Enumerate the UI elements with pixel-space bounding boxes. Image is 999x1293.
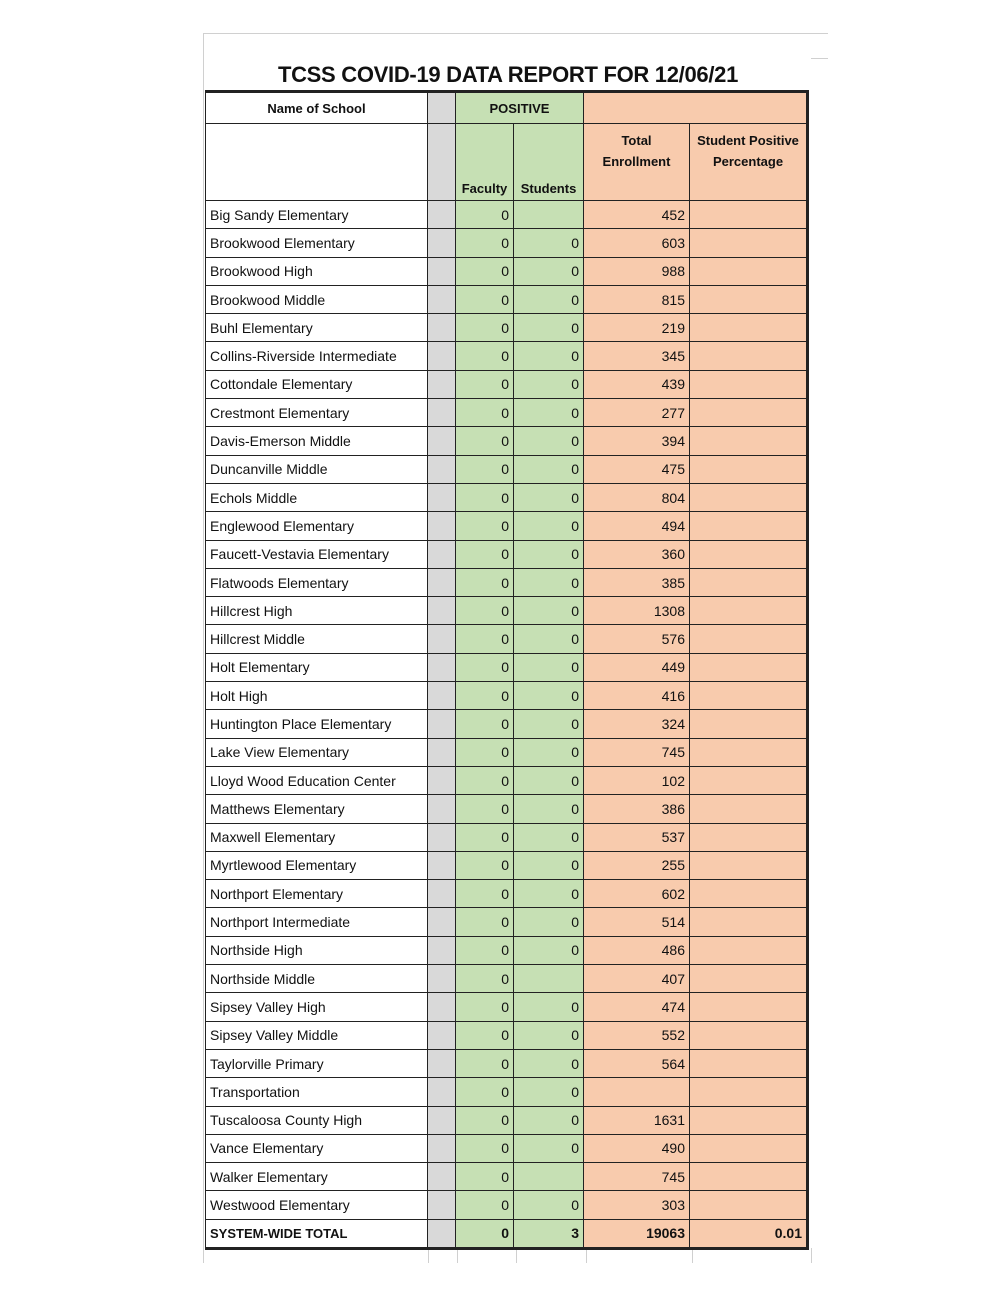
faculty-positive: 0	[456, 314, 514, 342]
student-positive-percentage	[690, 568, 808, 596]
school-name: Sipsey Valley High	[206, 993, 428, 1021]
spacer-cell	[428, 124, 456, 201]
faculty-positive: 0	[456, 936, 514, 964]
table-row	[206, 1191, 808, 1219]
school-name: Vance Elementary	[206, 1134, 428, 1162]
total-enrollment: 407	[584, 965, 690, 993]
student-positive-percentage	[690, 342, 808, 370]
faculty-positive: 0	[456, 1134, 514, 1162]
spacer-cell	[428, 625, 456, 653]
students-positive: 0	[514, 540, 584, 568]
students-positive: 0	[514, 1106, 584, 1134]
spacer-cell	[428, 285, 456, 313]
table-row	[206, 1049, 808, 1077]
school-name: Duncanville Middle	[206, 455, 428, 483]
total-enrollment: 602	[584, 880, 690, 908]
table-row	[206, 795, 808, 823]
faculty-positive: 0	[456, 653, 514, 681]
table-row	[206, 1163, 808, 1191]
student-positive-percentage	[690, 993, 808, 1021]
student-positive-percentage	[690, 1134, 808, 1162]
students-positive: 0	[514, 427, 584, 455]
faculty-positive: 0	[456, 201, 514, 229]
student-positive-percentage	[690, 1021, 808, 1049]
total-enrollment	[584, 1078, 690, 1106]
students-positive: 0	[514, 625, 584, 653]
table-row	[206, 370, 808, 398]
faculty-positive: 0	[456, 229, 514, 257]
spacer-cell	[428, 908, 456, 936]
spacer-cell	[428, 1106, 456, 1134]
faculty-positive: 0	[456, 795, 514, 823]
table-row	[206, 483, 808, 511]
total-enrollment: 345	[584, 342, 690, 370]
students-positive: 0	[514, 1191, 584, 1219]
table-row	[206, 823, 808, 851]
header-blank	[206, 124, 428, 201]
school-name: Walker Elementary	[206, 1163, 428, 1191]
total-enrollment: 474	[584, 993, 690, 1021]
total-enrollment: 514	[584, 908, 690, 936]
students-positive: 0	[514, 455, 584, 483]
sheet-gridline	[811, 1248, 812, 1263]
table-row	[206, 597, 808, 625]
total-enrollment: 303	[584, 1191, 690, 1219]
spacer-cell	[428, 1191, 456, 1219]
spacer-cell	[428, 1078, 456, 1106]
table-row	[206, 710, 808, 738]
table-row	[206, 908, 808, 936]
total-enrollment: 564	[584, 1049, 690, 1077]
sheet-gridline	[692, 1248, 693, 1263]
faculty-positive: 0	[456, 1191, 514, 1219]
spacer-cell	[428, 1134, 456, 1162]
table-row	[206, 851, 808, 879]
faculty-positive: 0	[456, 257, 514, 285]
school-name: Myrtlewood Elementary	[206, 851, 428, 879]
students-positive: 0	[514, 710, 584, 738]
student-positive-percentage	[690, 597, 808, 625]
student-positive-percentage	[690, 1078, 808, 1106]
faculty-positive: 0	[456, 993, 514, 1021]
students-positive: 0	[514, 399, 584, 427]
total-student-positive-percentage: 0.01	[690, 1219, 808, 1248]
spacer-cell	[428, 653, 456, 681]
table-row	[206, 965, 808, 993]
school-name: Hillcrest High	[206, 597, 428, 625]
students-positive: 0	[514, 880, 584, 908]
total-enrollment: 394	[584, 427, 690, 455]
table-row	[206, 568, 808, 596]
student-positive-percentage	[690, 229, 808, 257]
students-positive: 0	[514, 738, 584, 766]
table-row	[206, 682, 808, 710]
sheet-gridline	[203, 33, 828, 34]
spacer-cell	[428, 229, 456, 257]
school-name: Northport Elementary	[206, 880, 428, 908]
spacer-cell	[428, 92, 456, 124]
header-row-2	[206, 124, 808, 201]
header-students: Students	[514, 124, 584, 201]
faculty-positive: 0	[456, 908, 514, 936]
school-name: Hillcrest Middle	[206, 625, 428, 653]
school-name: Northside High	[206, 936, 428, 964]
table-row	[206, 1021, 808, 1049]
faculty-positive: 0	[456, 682, 514, 710]
school-name: Matthews Elementary	[206, 795, 428, 823]
school-name: Cottondale Elementary	[206, 370, 428, 398]
faculty-positive: 0	[456, 1078, 514, 1106]
school-name: Westwood Elementary	[206, 1191, 428, 1219]
students-positive	[514, 965, 584, 993]
spacer-cell	[428, 597, 456, 625]
report-title: TCSS COVID-19 DATA REPORT FOR 12/06/21	[277, 62, 739, 87]
total-enrollment: 494	[584, 512, 690, 540]
covid-data-table	[205, 90, 809, 1250]
faculty-positive: 0	[456, 512, 514, 540]
students-positive: 0	[514, 314, 584, 342]
school-name: Buhl Elementary	[206, 314, 428, 342]
student-positive-percentage	[690, 455, 808, 483]
school-name: Davis-Emerson Middle	[206, 427, 428, 455]
spacer-cell	[428, 427, 456, 455]
faculty-positive: 0	[456, 342, 514, 370]
students-positive: 0	[514, 483, 584, 511]
table-row	[206, 342, 808, 370]
students-positive: 0	[514, 1021, 584, 1049]
students-positive: 0	[514, 285, 584, 313]
students-positive: 0	[514, 568, 584, 596]
students-positive: 0	[514, 257, 584, 285]
total-enrollment: 537	[584, 823, 690, 851]
student-positive-percentage	[690, 512, 808, 540]
student-positive-percentage	[690, 653, 808, 681]
student-positive-percentage	[690, 285, 808, 313]
students-positive: 0	[514, 1049, 584, 1077]
school-name: Tuscaloosa County High	[206, 1106, 428, 1134]
header-name-of-school: Name of School	[206, 92, 428, 124]
faculty-positive: 0	[456, 738, 514, 766]
table-row	[206, 399, 808, 427]
student-positive-percentage	[690, 201, 808, 229]
faculty-positive: 0	[456, 625, 514, 653]
total-enrollment: 219	[584, 314, 690, 342]
students-positive: 0	[514, 512, 584, 540]
spacer-cell	[428, 682, 456, 710]
school-name: Faucett-Vestavia Elementary	[206, 540, 428, 568]
header-student-positive-percentage: Student Positive Percentage	[690, 124, 808, 201]
table-row	[206, 540, 808, 568]
table-row	[206, 880, 808, 908]
students-positive: 0	[514, 342, 584, 370]
student-positive-percentage	[690, 257, 808, 285]
total-enrollment: 439	[584, 370, 690, 398]
school-name: Big Sandy Elementary	[206, 201, 428, 229]
header-positive: POSITIVE	[456, 92, 584, 124]
school-name: Taylorville Primary	[206, 1049, 428, 1077]
table-row	[206, 512, 808, 540]
table-row	[206, 738, 808, 766]
students-positive	[514, 1163, 584, 1191]
spacer-cell	[428, 766, 456, 794]
total-enrollment: 603	[584, 229, 690, 257]
student-positive-percentage	[690, 1191, 808, 1219]
total-students-positive: 3	[514, 1219, 584, 1248]
table-row	[206, 1078, 808, 1106]
total-enrollment: 1631	[584, 1106, 690, 1134]
school-name: Sipsey Valley Middle	[206, 1021, 428, 1049]
spacer-cell	[428, 540, 456, 568]
student-positive-percentage	[690, 399, 808, 427]
student-positive-percentage	[690, 1106, 808, 1134]
faculty-positive: 0	[456, 483, 514, 511]
spacer-cell	[428, 1049, 456, 1077]
spacer-cell	[428, 710, 456, 738]
faculty-positive: 0	[456, 568, 514, 596]
table-row	[206, 1134, 808, 1162]
table-row	[206, 653, 808, 681]
student-positive-percentage	[690, 738, 808, 766]
spacer-cell	[428, 993, 456, 1021]
faculty-positive: 0	[456, 455, 514, 483]
student-positive-percentage	[690, 427, 808, 455]
faculty-positive: 0	[456, 766, 514, 794]
spacer-cell	[428, 795, 456, 823]
school-name: Lake View Elementary	[206, 738, 428, 766]
total-enrollment: 449	[584, 653, 690, 681]
students-positive: 0	[514, 993, 584, 1021]
school-name: Echols Middle	[206, 483, 428, 511]
student-positive-percentage	[690, 1163, 808, 1191]
table-row	[206, 936, 808, 964]
total-label: SYSTEM-WIDE TOTAL	[206, 1219, 428, 1248]
faculty-positive: 0	[456, 1106, 514, 1134]
school-name: Northport Intermediate	[206, 908, 428, 936]
school-name: Transportation	[206, 1078, 428, 1106]
spacer-cell	[428, 257, 456, 285]
spacer-cell	[428, 936, 456, 964]
total-enrollment: 988	[584, 257, 690, 285]
table-row	[206, 201, 808, 229]
spacer-cell	[428, 314, 456, 342]
table-row	[206, 427, 808, 455]
total-enrollment: 102	[584, 766, 690, 794]
student-positive-percentage	[690, 766, 808, 794]
total-enrollment: 490	[584, 1134, 690, 1162]
school-name: Brookwood Elementary	[206, 229, 428, 257]
header-total-enrollment: Total Enrollment	[584, 124, 690, 201]
total-enrollment: 324	[584, 710, 690, 738]
sheet-gridline	[203, 33, 204, 1263]
students-positive: 0	[514, 908, 584, 936]
school-name: Brookwood Middle	[206, 285, 428, 313]
spacer-cell	[428, 568, 456, 596]
student-positive-percentage	[690, 483, 808, 511]
total-enrollment: 804	[584, 483, 690, 511]
spacer-cell	[428, 483, 456, 511]
total-enrollment: 255	[584, 851, 690, 879]
spacer-cell	[428, 738, 456, 766]
spacer-cell	[428, 1021, 456, 1049]
table-row	[206, 455, 808, 483]
faculty-positive: 0	[456, 597, 514, 625]
students-positive: 0	[514, 653, 584, 681]
spacer-cell	[428, 370, 456, 398]
student-positive-percentage	[690, 936, 808, 964]
total-enrollment: 386	[584, 795, 690, 823]
total-enrollment: 416	[584, 682, 690, 710]
school-name: Maxwell Elementary	[206, 823, 428, 851]
student-positive-percentage	[690, 710, 808, 738]
faculty-positive: 0	[456, 710, 514, 738]
total-row	[206, 1219, 808, 1248]
total-enrollment: 486	[584, 936, 690, 964]
students-positive: 0	[514, 229, 584, 257]
total-enrollment: 576	[584, 625, 690, 653]
total-enrollment: 475	[584, 455, 690, 483]
student-positive-percentage	[690, 795, 808, 823]
student-positive-percentage	[690, 1049, 808, 1077]
header-enrollment-group	[584, 92, 808, 124]
spacer-cell	[428, 965, 456, 993]
total-enrollment: 385	[584, 568, 690, 596]
spacer-cell	[428, 201, 456, 229]
spacer-cell	[428, 1163, 456, 1191]
header-row-1	[206, 92, 808, 124]
students-positive: 0	[514, 1134, 584, 1162]
spacer-cell	[428, 455, 456, 483]
table-row	[206, 625, 808, 653]
school-name: Lloyd Wood Education Center	[206, 766, 428, 794]
spacer-cell	[428, 851, 456, 879]
faculty-positive: 0	[456, 1163, 514, 1191]
faculty-positive: 0	[456, 399, 514, 427]
total-enrollment: 552	[584, 1021, 690, 1049]
school-name: Huntington Place Elementary	[206, 710, 428, 738]
total-enrollment: 815	[584, 285, 690, 313]
sheet-gridline	[516, 1248, 517, 1263]
faculty-positive: 0	[456, 1049, 514, 1077]
students-positive: 0	[514, 370, 584, 398]
school-name: Holt High	[206, 682, 428, 710]
total-enrollment: 1308	[584, 597, 690, 625]
school-name: Flatwoods Elementary	[206, 568, 428, 596]
table-row	[206, 1106, 808, 1134]
faculty-positive: 0	[456, 370, 514, 398]
school-name: Crestmont Elementary	[206, 399, 428, 427]
students-positive: 0	[514, 823, 584, 851]
total-enrollment: 745	[584, 738, 690, 766]
spacer-cell	[428, 823, 456, 851]
table-row	[206, 766, 808, 794]
school-name: Northside Middle	[206, 965, 428, 993]
student-positive-percentage	[690, 625, 808, 653]
total-enrollment: 745	[584, 1163, 690, 1191]
faculty-positive: 0	[456, 427, 514, 455]
student-positive-percentage	[690, 908, 808, 936]
table-row	[206, 314, 808, 342]
faculty-positive: 0	[456, 965, 514, 993]
student-positive-percentage	[690, 965, 808, 993]
faculty-positive: 0	[456, 540, 514, 568]
students-positive: 0	[514, 851, 584, 879]
school-name: Englewood Elementary	[206, 512, 428, 540]
total-enrollment-sum: 19063	[584, 1219, 690, 1248]
sheet-gridline	[811, 58, 828, 59]
faculty-positive: 0	[456, 823, 514, 851]
table-row	[206, 257, 808, 285]
students-positive: 0	[514, 795, 584, 823]
total-enrollment: 277	[584, 399, 690, 427]
student-positive-percentage	[690, 682, 808, 710]
faculty-positive: 0	[456, 1021, 514, 1049]
students-positive: 0	[514, 682, 584, 710]
table-row	[206, 229, 808, 257]
school-name: Collins-Riverside Intermediate	[206, 342, 428, 370]
students-positive	[514, 201, 584, 229]
student-positive-percentage	[690, 880, 808, 908]
students-positive: 0	[514, 597, 584, 625]
spacer-cell	[428, 399, 456, 427]
spacer-cell	[428, 342, 456, 370]
sheet-gridline	[457, 1248, 458, 1263]
student-positive-percentage	[690, 540, 808, 568]
header-faculty: Faculty	[456, 124, 514, 201]
sheet-gridline	[428, 1248, 429, 1263]
students-positive: 0	[514, 1078, 584, 1106]
faculty-positive: 0	[456, 851, 514, 879]
students-positive: 0	[514, 936, 584, 964]
spacer-cell	[428, 1219, 456, 1248]
spacer-cell	[428, 512, 456, 540]
spacer-cell	[428, 880, 456, 908]
table-row	[206, 285, 808, 313]
sheet-gridline	[586, 1248, 587, 1263]
student-positive-percentage	[690, 314, 808, 342]
table-row	[206, 993, 808, 1021]
school-name: Holt Elementary	[206, 653, 428, 681]
students-positive: 0	[514, 766, 584, 794]
total-faculty-positive: 0	[456, 1219, 514, 1248]
student-positive-percentage	[690, 851, 808, 879]
faculty-positive: 0	[456, 880, 514, 908]
school-name: Brookwood High	[206, 257, 428, 285]
student-positive-percentage	[690, 370, 808, 398]
total-enrollment: 452	[584, 201, 690, 229]
total-enrollment: 360	[584, 540, 690, 568]
faculty-positive: 0	[456, 285, 514, 313]
student-positive-percentage	[690, 823, 808, 851]
